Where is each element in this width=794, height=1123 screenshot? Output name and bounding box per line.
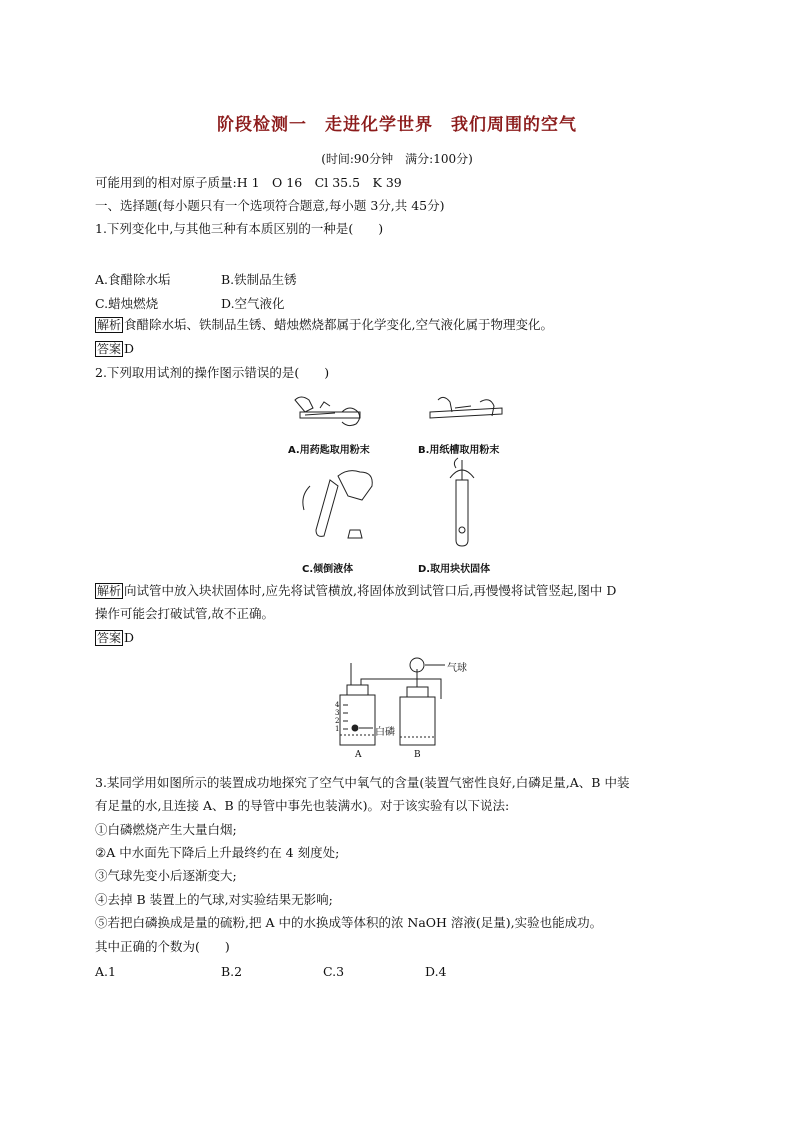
q1-option-b: B.铁制品生锈 xyxy=(221,272,297,287)
q1-answer xyxy=(95,341,134,357)
q3-statement-1: ①白磷燃烧产生大量白烟; xyxy=(95,822,237,837)
q3-statement-2: ②A 中水面先下降后上升最终约在 4 刻度处; xyxy=(95,845,340,860)
bottle-b-shape xyxy=(400,697,435,745)
scale-1: 1 xyxy=(335,725,340,733)
q1-option-d: D.空气液化 xyxy=(221,296,285,311)
q2-illustrations xyxy=(280,390,520,558)
q3-statement-3: ③气球先变小后逐渐变大; xyxy=(95,868,237,883)
scale-4: 4 xyxy=(335,701,340,709)
q1-analysis xyxy=(95,317,553,333)
q1-stem: 1.下列变化中,与其他三种有本质区别的一种是( ) xyxy=(95,221,384,236)
q2-analysis-line1: 向试管中放入块状固体时,应先将试管横放,将固体放到试管口后,再慢慢将试管竖起,图中 D xyxy=(124,583,617,598)
analysis-tag: 解析 xyxy=(97,584,122,598)
exam-info: (时间:90分钟 满分:100分) xyxy=(321,152,473,166)
section-heading: 一、选择题(每小题只有一个选项符合题意,每小题 3分,共 45分) xyxy=(95,198,445,213)
q2-figure-b xyxy=(430,397,502,418)
q2-figure-a xyxy=(295,397,360,426)
q2-caption-d: D.取用块状固体 xyxy=(418,564,491,575)
q3-option-a: A.1 xyxy=(95,964,116,979)
q2-caption-b: B.用纸槽取用粉末 xyxy=(418,445,500,456)
q3-stem-line2: 有足量的水,且连接 A、B 的导管中事先也装满水)。对于该实验有以下说法: xyxy=(95,798,510,813)
balloon-label: 气球 xyxy=(447,663,467,674)
scale-2: 2 xyxy=(335,717,340,725)
bottle-a-label: A xyxy=(355,750,362,760)
q3-option-d: D.4 xyxy=(425,964,447,979)
q2-analysis-line2: 操作可能会打破试管,故不正确。 xyxy=(95,606,274,621)
q3-statement-4: ④去掉 B 装置上的气球,对实验结果无影响; xyxy=(95,892,333,907)
answer-tag: 答案 xyxy=(97,631,122,645)
q3-option-b: B.2 xyxy=(221,964,243,979)
q2-analysis xyxy=(95,583,616,599)
atomic-masses: 可能用到的相对原子质量:H 1 O 16 Cl 35.5 K 39 xyxy=(95,175,402,190)
bottle-b-label: B xyxy=(414,750,421,760)
answer-tag: 答案 xyxy=(97,342,122,356)
q2-answer xyxy=(95,630,134,646)
white-phosphorus-icon xyxy=(352,725,358,731)
q3-option-c: C.3 xyxy=(323,964,345,979)
q1-option-c: C.蜡烛燃烧 xyxy=(95,296,159,311)
q2-figure-d xyxy=(450,458,474,546)
q1-answer-text: D xyxy=(124,341,135,356)
bottle-a-shape xyxy=(340,695,375,745)
page-title: 阶段检测一 走进化学世界 我们周围的空气 xyxy=(217,115,577,135)
q1-analysis-text: 食醋除水垢、铁制品生锈、蜡烛燃烧都属于化学变化,空气液化属于物理变化。 xyxy=(124,317,553,332)
scale-3: 3 xyxy=(335,709,340,717)
q2-answer-text: D xyxy=(124,630,135,645)
q2-figure-c xyxy=(303,471,372,538)
analysis-tag: 解析 xyxy=(97,318,122,332)
q1-option-a: A.食醋除水垢 xyxy=(95,272,171,287)
q2-stem: 2.下列取用试剂的操作图示错误的是( ) xyxy=(95,365,330,380)
phosphorus-label: 白磷 xyxy=(375,727,395,738)
q3-stem-line1: 3.某同学用如图所示的装置成功地探究了空气中氧气的含量(装置气密性良好,白磷足量,A、B 中装 xyxy=(95,775,630,790)
q2-caption-c: C.倾倒液体 xyxy=(302,564,354,575)
q2-caption-a: A.用药匙取用粉末 xyxy=(288,445,370,456)
q3-statement-5: ⑤若把白磷换成是量的硫粉,把 A 中的水换成等体积的浓 NaOH 溶液(足量),实验也能成功。 xyxy=(95,915,603,930)
q3-question: 其中正确的个数为( ) xyxy=(95,939,230,954)
q3-apparatus-diagram xyxy=(325,655,495,765)
